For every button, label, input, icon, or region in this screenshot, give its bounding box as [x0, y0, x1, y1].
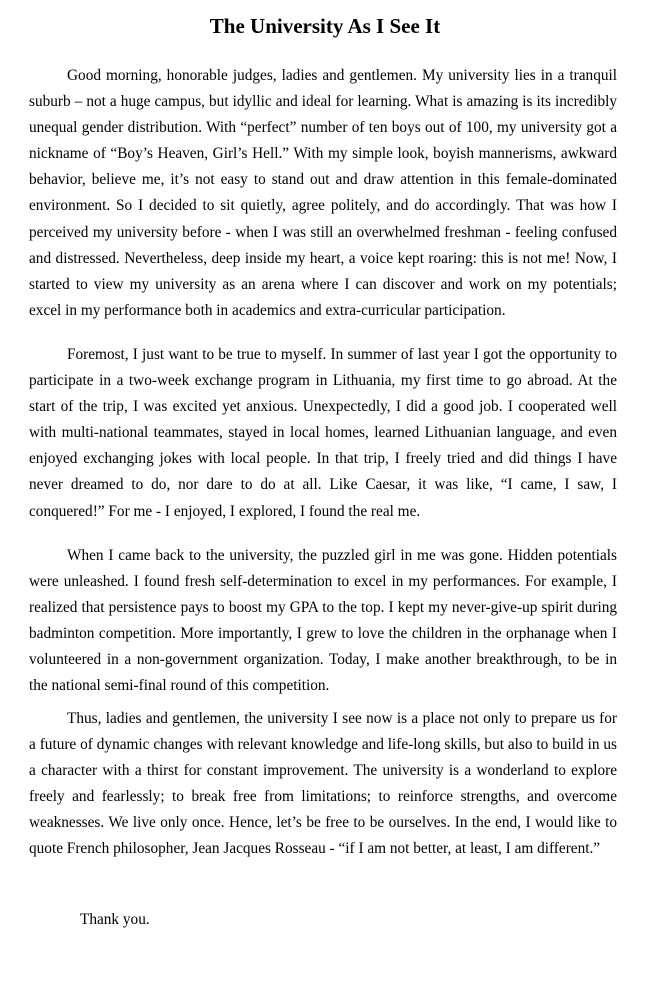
- paragraph-intro: Good morning, honorable judges, ladies and gentlemen. My university lies in a tranquil suburb – not a huge campus, but idyllic and ideal for learning. What is amazing is its incredibly unequal gender distribution. With “perfect” number of ten boys out of 100, my university got a nickname of “Boy’s Heaven, Girl’s Hell.” With my simple look, boyish mannerisms, awkward behavior, believe me, it’s not easy to stand out and draw attention in this female-dominated environment. So I decided to sit quietly, agree politely, and do accordingly. That was how I perceived my university before - when I was still an overwhelmed freshman - feeling confused and distressed. Nevertheless, deep inside my heart, a voice kept roaring: this is not me! Now, I started to view my university as an arena where I can discover and work on my potentials; excel in my performance both in academics and extra-curricular participation.: [29, 67, 617, 319]
- paragraph-return: When I came back to the university, the puzzled girl in me was gone. Hidden potentials were unleashed. I found fresh self-determination to excel in my performances. For example, I realized that persistence pays to boost my GPA to the top. I kept my never-give-up spirit during badminton competition. More importantly, I grew to love the children in the orphanage when I volunteered in a non-government organization. Today, I make another breakthrough, to be in the national semi-final round of this competition.: [29, 547, 617, 695]
- closing-thanks: Thank you.: [80, 911, 150, 928]
- paragraph-conclusion: Thus, ladies and gentlemen, the university I see now is a place not only to prepare us for a future of dynamic changes with relevant knowledge and life-long skills, but also to build in us a character with a thirst for constant improvement. The university is a wonderland to explore freely and fearlessly; to break free from limitations; to reinforce strengths, and overcome weaknesses. We live only once. Hence, let’s be free to be ourselves. In the end, I would like to quote French philosopher, Jean Jacques Rosseau - “if I am not better, at least, I am different.”: [29, 710, 617, 858]
- document-title: The University As I See It: [209, 14, 441, 38]
- paragraph-exchange-program: Foremost, I just want to be true to myself. In summer of last year I got the opportunity to participate in a two-week exchange program in Lithuania, my first time to go abroad. At the start of the trip, I was excited yet anxious. Unexpectedly, I did a good job. I cooperated well with multi-national teammates, stayed in local homes, learned Lithuanian language, and even enjoyed exchanging jokes with local people. In that trip, I freely tried and did things I have never dreamed to do, nor dare to do at all. Like Caesar, it was like, “I came, I saw, I conquered!” For me - I enjoyed, I explored, I found the real me.: [29, 346, 617, 520]
